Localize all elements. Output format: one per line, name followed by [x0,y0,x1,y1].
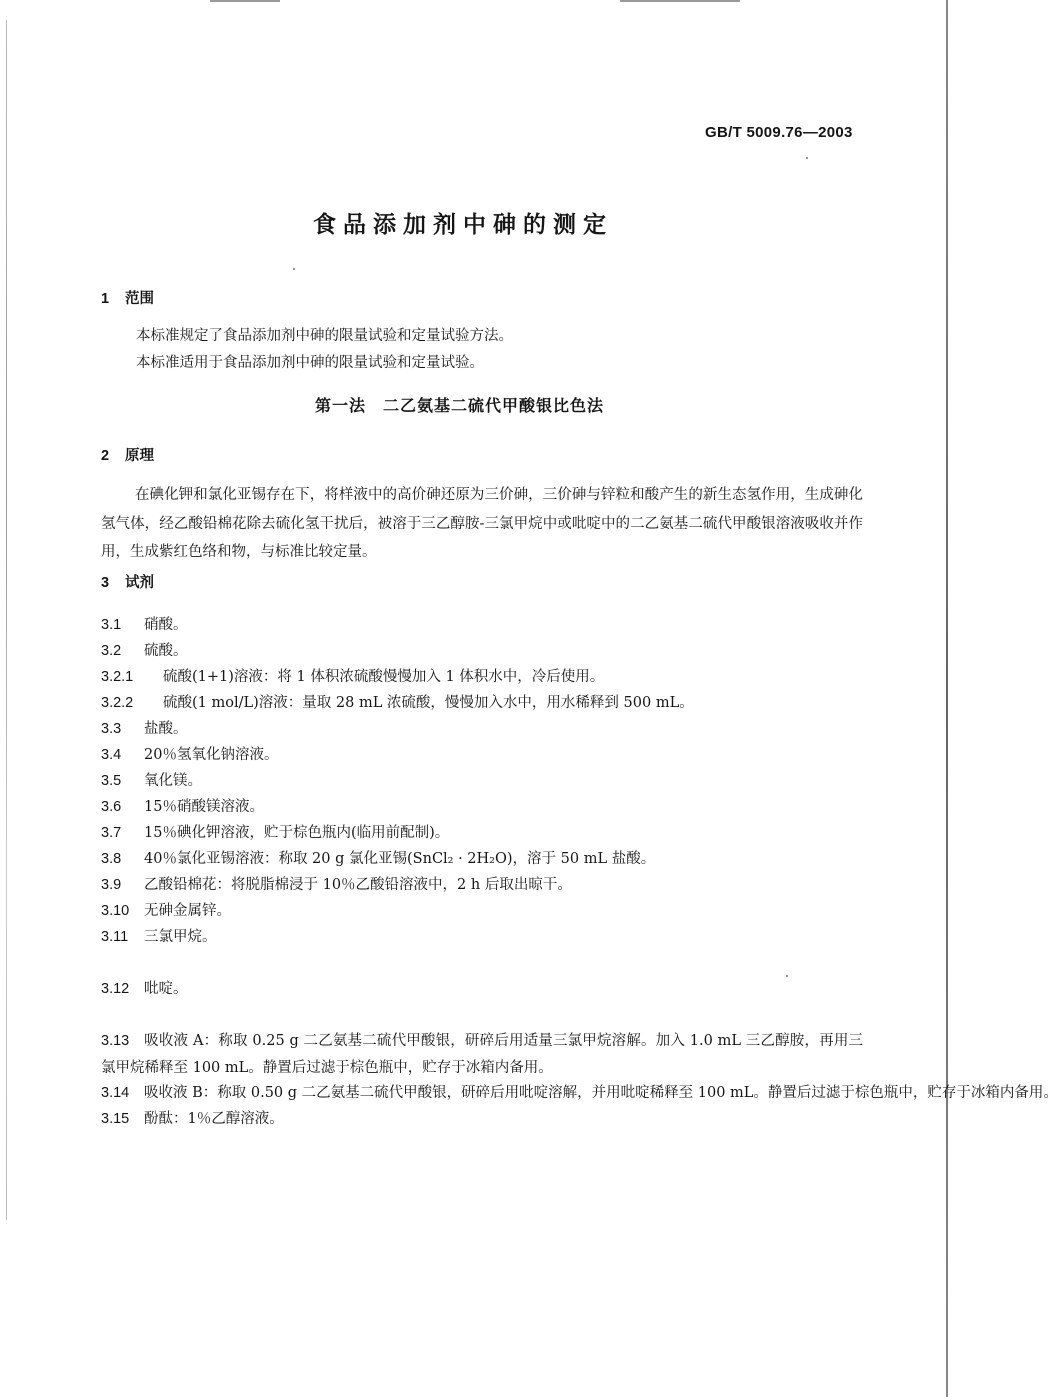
section-number: 2 [101,448,110,464]
item-text: 三氯甲烷。 [144,929,217,945]
reagent-item [101,690,694,717]
reagent-item [101,716,188,743]
section-title: 范围 [125,291,154,307]
item-text: 盐酸。 [144,721,188,737]
item-text: 乙酸铅棉花：将脱脂棉浸于 10％乙酸铅溶液中，2 h 后取出晾干。 [144,877,572,893]
section-heading-reagents [101,573,154,593]
item-number: 3.13 [101,1033,130,1049]
item-number: 3.6 [101,799,122,815]
reagent-item [101,872,572,899]
reagent-item [101,742,278,769]
reagent-item [101,820,449,847]
reagent-item [101,1080,1058,1107]
scan-speck [293,268,295,270]
item-number: 3.8 [101,851,122,867]
section-title: 原理 [125,448,154,464]
item-number: 3.5 [101,773,122,789]
reagent-item [101,794,264,821]
scan-edge-right [946,0,948,1397]
item-text: 吡啶。 [144,981,188,997]
item-number: 3.11 [101,929,129,945]
item-number: 3.1 [101,617,122,633]
item-text: 吸收液 B：称取 0.50 g 二乙氨基二硫代甲酸银，研碎后用吡啶溶解，并用吡啶稀释至 100 mL。静置后过滤于棕色瓶中，贮存于冰箱内备用。 [144,1085,1058,1101]
item-text: 20％氢氧化钠溶液。 [144,747,279,763]
reagent-item [101,1028,863,1081]
section-heading-principle [101,446,154,466]
scan-speck [786,975,788,977]
item-text: 无砷金属锌。 [144,903,231,919]
item-number: 3.15 [101,1111,130,1127]
item-text: 硝酸。 [144,617,188,633]
reagent-item [101,612,188,639]
reagent-item [101,768,202,795]
item-text: 氧化镁。 [144,773,202,789]
reagent-item [101,898,231,925]
scan-edge-left [6,20,7,1220]
item-number: 3.2 [101,643,122,659]
scope-paragraph-1: 本标准规定了食品添加剂中砷的限量试验和定量试验方法。 [136,328,513,344]
item-number: 3.7 [101,825,122,841]
reagent-item [101,638,188,665]
section-heading-scope [101,289,154,309]
item-number: 3.9 [101,877,122,893]
standard-code: GB/T 5009.76—2003 [705,124,853,141]
item-text: 酚酞：1％乙醇溶液。 [144,1111,284,1127]
section-title: 试剂 [125,575,154,591]
item-text: 吸收液 A：称取 0.25 g 二乙氨基二硫代甲酸银，研碎后用适量三氯甲烷溶解。加入 1.0 mL 三乙醇胺，再用三氯甲烷稀释至 100 mL。静置后过滤于棕色瓶中，贮存于冰箱内备用。 [101,1033,863,1076]
reagent-item [101,664,604,691]
scope-paragraph-2: 本标准适用于食品添加剂中砷的限量试验和定量试验。 [136,355,484,371]
item-text: 硫酸(1+1)溶液：将 1 体积浓硫酸慢慢加入 1 体积水中，冷后使用。 [163,669,605,685]
principle-paragraph: 在碘化钾和氯化亚锡存在下，将样液中的高价砷还原为三价砷，三价砷与锌粒和酸产生的新生态氢作用，生成砷化氢气体，经乙酸铅棉花除去硫化氢干扰后，被溶于三乙醇胺-三氯甲烷中或吡啶中的二乙氨基二硫代甲酸银溶液吸收并作用，生成紫红色络和物，与标准比较定量。 [101,487,863,560]
document-title: 食品添加剂中砷的测定 [313,212,613,238]
item-text: 硫酸。 [144,643,188,659]
scan-top-mark [210,0,280,2]
reagent-item [101,846,655,873]
item-number: 3.12 [101,981,130,997]
scan-top-mark [620,0,740,2]
reagent-item [101,1106,863,1133]
item-text: 15％碘化钾溶液，贮于棕色瓶内(临用前配制)。 [144,825,450,841]
method-title: 第一法 二乙氨基二硫代甲酸银比色法 [315,396,605,415]
item-number: 3.2.2 [101,695,134,711]
item-number: 3.3 [101,721,122,737]
reagent-item [101,924,217,951]
scan-speck [806,157,808,159]
item-text: 15％硝酸镁溶液。 [144,799,264,815]
item-number: 3.4 [101,747,122,763]
item-text: 硫酸(1 mol/L)溶液：量取 28 mL 浓硫酸，慢慢加入水中，用水稀释到 500 mL。 [163,695,694,711]
section-number: 1 [101,291,110,307]
item-number: 3.10 [101,903,130,919]
section-number: 3 [101,575,110,591]
reagent-item [101,976,863,1003]
item-number: 3.14 [101,1085,130,1101]
item-number: 3.2.1 [101,669,134,685]
item-text: 40％氯化亚锡溶液：称取 20 g 氯化亚锡(SnCl₂ · 2H₂O)，溶于 50 mL 盐酸。 [144,851,656,867]
